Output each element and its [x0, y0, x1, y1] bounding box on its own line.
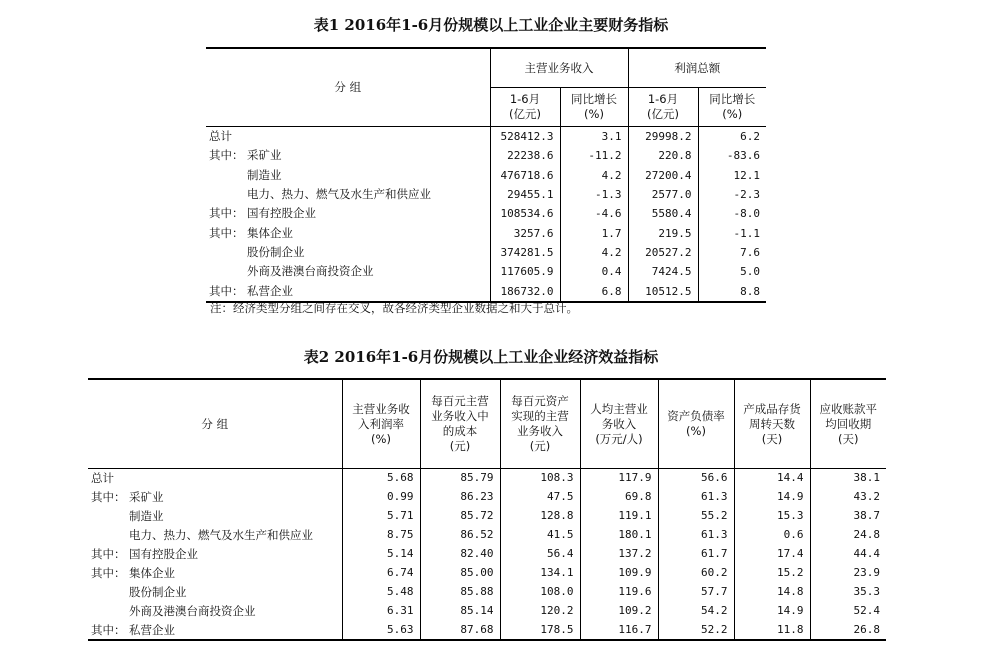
table2-cell: 86.23	[420, 488, 500, 507]
row-prefix: 总计	[91, 471, 114, 486]
table2-cell: 57.7	[658, 582, 734, 601]
table2-row-label	[88, 601, 342, 620]
table1-cell: 117605.9	[490, 262, 560, 281]
table2-cell: 14.9	[734, 488, 810, 507]
table2-row-label	[88, 620, 342, 640]
table2-title: 表2 2016年1-6月份规模以上工业企业经济效益指标	[303, 348, 659, 366]
row-prefix: 总计	[209, 129, 232, 144]
table2-column-header: 每百元主营 业务收入中 的成本 (元)	[420, 379, 500, 469]
table1-colgroup-revenue: 主营业务收入	[490, 48, 628, 88]
table2-cell: 87.68	[420, 620, 500, 640]
table1-cell: 5580.4	[628, 204, 698, 223]
row-name: 集体企业	[129, 565, 175, 580]
table2-row	[88, 601, 886, 620]
table1-subheader: 1-6月 (亿元)	[490, 88, 560, 127]
table1-cell: 5.0	[698, 262, 766, 281]
table1-row	[206, 262, 766, 281]
table1-cell: 4.2	[560, 243, 628, 262]
table2-cell: 82.40	[420, 545, 500, 564]
table2-cell: 14.9	[734, 601, 810, 620]
table2-cell: 15.3	[734, 507, 810, 526]
table2-cell: 23.9	[810, 563, 886, 582]
table2-cell: 11.8	[734, 620, 810, 640]
table1-group-header: 分 组	[206, 48, 490, 127]
table2-cell: 47.5	[500, 488, 580, 507]
table1-cell: 4.2	[560, 166, 628, 185]
row-name: 电力、热力、燃气及水生产和供应业	[129, 528, 313, 543]
row-name: 国有控股企业	[129, 547, 198, 561]
table2-cell: 17.4	[734, 545, 810, 564]
table2-cell: 61.3	[658, 488, 734, 507]
table1-cell: 0.4	[560, 262, 628, 281]
table2-cell: 85.88	[420, 582, 500, 601]
table2-row-label	[88, 507, 342, 526]
table2-row	[88, 507, 886, 526]
table1-cell: 6.2	[698, 127, 766, 147]
row-prefix: 其中：	[209, 206, 244, 221]
table1-row	[206, 127, 766, 147]
row-name: 集体企业	[247, 225, 293, 240]
table2-cell: 6.74	[342, 563, 420, 582]
table2-row-label	[88, 545, 342, 564]
table1-row	[206, 166, 766, 185]
table2-column-header: 人均主营业 务收入 (万元/人)	[580, 379, 658, 469]
table2-column-header: 资产负债率 (%)	[658, 379, 734, 469]
table1-cell: 20527.2	[628, 243, 698, 262]
table2-cell: 44.4	[810, 545, 886, 564]
row-prefix: 其中：	[209, 283, 244, 298]
table2-cell: 5.48	[342, 582, 420, 601]
table2-cell: 120.2	[500, 601, 580, 620]
table2-cell: 0.99	[342, 488, 420, 507]
table2-cell: 61.3	[658, 526, 734, 545]
table2-row	[88, 582, 886, 601]
table2-cell: 52.4	[810, 601, 886, 620]
table1-row-label	[206, 146, 490, 165]
table1-note: 注：经济类型分组之间存在交叉，故各经济类型企业数据之和大于总计。	[210, 301, 578, 315]
table1-cell: 3.1	[560, 127, 628, 147]
table2-cell: 85.00	[420, 563, 500, 582]
row-name: 私营企业	[247, 283, 293, 298]
table2-cell: 5.14	[342, 545, 420, 564]
table2-cell: 8.75	[342, 526, 420, 545]
table1-cell: 7424.5	[628, 262, 698, 281]
table2-cell: 52.2	[658, 620, 734, 640]
table1-row-label	[206, 185, 490, 204]
table1-row	[206, 204, 766, 223]
table1-cell: -83.6	[698, 146, 766, 165]
table2-cell: 15.2	[734, 563, 810, 582]
table2-cell: 56.6	[658, 469, 734, 488]
table2-cell: 6.31	[342, 601, 420, 620]
table2-row	[88, 526, 886, 545]
table1-cell: -4.6	[560, 204, 628, 223]
table2-cell: 61.7	[658, 545, 734, 564]
table1-row-label	[206, 223, 490, 242]
table2-column-header: 每百元资产 实现的主营 业务收入 (元)	[500, 379, 580, 469]
table2-cell: 119.6	[580, 582, 658, 601]
table2-column-header: 应收账款平 均回收期 (天)	[810, 379, 886, 469]
table1-row-label	[206, 243, 490, 262]
table1-row-label	[206, 262, 490, 281]
table1-cell: 374281.5	[490, 243, 560, 262]
table2-cell: 116.7	[580, 620, 658, 640]
table2-cell: 108.0	[500, 582, 580, 601]
table1-cell: 186732.0	[490, 281, 560, 301]
table2-cell: 108.3	[500, 469, 580, 488]
table2-cell: 69.8	[580, 488, 658, 507]
table1-cell: 22238.6	[490, 146, 560, 165]
table1-row-label	[206, 281, 490, 301]
row-prefix: 其中：	[91, 565, 126, 580]
table1-cell: 27200.4	[628, 166, 698, 185]
table1-cell: 220.8	[628, 146, 698, 165]
table2-cell: 41.5	[500, 526, 580, 545]
table2-cell: 14.4	[734, 469, 810, 488]
table2-cell: 117.9	[580, 469, 658, 488]
table1-cell: 219.5	[628, 223, 698, 242]
table1-row	[206, 243, 766, 262]
row-name: 外商及港澳台商投资企业	[247, 264, 374, 279]
table1-cell: 7.6	[698, 243, 766, 262]
table2-row	[88, 488, 886, 507]
row-name: 国有控股企业	[247, 206, 316, 221]
table1-row-label	[206, 166, 490, 185]
table2-row-label	[88, 488, 342, 507]
table1-cell: 8.8	[698, 281, 766, 301]
row-name: 股份制企业	[247, 244, 305, 259]
table1-subheader: 同比增长 (%)	[698, 88, 766, 127]
table2-cell: 86.52	[420, 526, 500, 545]
row-name: 私营企业	[129, 622, 175, 637]
table2-cell: 38.1	[810, 469, 886, 488]
table2-cell: 119.1	[580, 507, 658, 526]
table1-title: 表1 2016年1-6月份规模以上工业企业主要财务指标	[313, 16, 669, 34]
row-prefix: 其中：	[91, 490, 126, 505]
table1-cell: 29455.1	[490, 185, 560, 204]
table1-cell: 12.1	[698, 166, 766, 185]
table1-row-label	[206, 204, 490, 223]
table1-cell: 476718.6	[490, 166, 560, 185]
row-name: 电力、热力、燃气及水生产和供应业	[247, 187, 431, 202]
table2-cell: 128.8	[500, 507, 580, 526]
table1-cell: 29998.2	[628, 127, 698, 147]
table2-row-label	[88, 563, 342, 582]
table2-cell: 55.2	[658, 507, 734, 526]
table2-cell: 137.2	[580, 545, 658, 564]
table1-cell: -1.1	[698, 223, 766, 242]
table2	[88, 378, 886, 641]
table2-cell: 60.2	[658, 563, 734, 582]
table1-cell: -1.3	[560, 185, 628, 204]
table1-cell: -11.2	[560, 146, 628, 165]
table2-row-label	[88, 582, 342, 601]
table2-cell: 134.1	[500, 563, 580, 582]
row-name: 采矿业	[247, 148, 282, 163]
table2-cell: 5.63	[342, 620, 420, 640]
table1-colgroup-profit: 利润总额	[628, 48, 766, 88]
table1-row	[206, 185, 766, 204]
table1-subheader: 1-6月 (亿元)	[628, 88, 698, 127]
row-prefix: 其中：	[91, 547, 126, 561]
table2-cell: 26.8	[810, 620, 886, 640]
table2-row	[88, 469, 886, 488]
table1-cell: -8.0	[698, 204, 766, 223]
table2-row	[88, 563, 886, 582]
row-name: 采矿业	[129, 490, 164, 505]
table2-group-header: 分 组	[88, 379, 342, 469]
table2-cell: 5.71	[342, 507, 420, 526]
table1-cell: -2.3	[698, 185, 766, 204]
table2-cell: 43.2	[810, 488, 886, 507]
table2-cell: 85.72	[420, 507, 500, 526]
table1	[206, 47, 766, 303]
table1-cell: 3257.6	[490, 223, 560, 242]
table1-cell: 108534.6	[490, 204, 560, 223]
row-name: 制造业	[247, 167, 282, 182]
table2-column-header: 产成品存货 周转天数 (天)	[734, 379, 810, 469]
row-prefix: 其中：	[91, 622, 126, 637]
table1-cell: 10512.5	[628, 281, 698, 301]
table2-cell: 109.9	[580, 563, 658, 582]
table2-column-header: 主营业务收 入利润率 (%)	[342, 379, 420, 469]
row-name: 股份制企业	[129, 584, 187, 599]
table1-cell: 2577.0	[628, 185, 698, 204]
table2-cell: 180.1	[580, 526, 658, 545]
table1-cell: 528412.3	[490, 127, 560, 147]
table2-cell: 14.8	[734, 582, 810, 601]
table1-row	[206, 223, 766, 242]
table2-cell: 109.2	[580, 601, 658, 620]
table2-cell: 85.14	[420, 601, 500, 620]
table1-cell: 1.7	[560, 223, 628, 242]
row-prefix: 其中：	[209, 225, 244, 240]
table2-cell: 5.68	[342, 469, 420, 488]
table2-cell: 85.79	[420, 469, 500, 488]
table2-cell: 38.7	[810, 507, 886, 526]
table2-cell: 35.3	[810, 582, 886, 601]
row-name: 制造业	[129, 509, 164, 524]
table1-row	[206, 281, 766, 301]
table1-subheader: 同比增长 (%)	[560, 88, 628, 127]
table1-row-label	[206, 127, 490, 147]
table2-cell: 56.4	[500, 545, 580, 564]
table2-row	[88, 620, 886, 640]
table2-row	[88, 545, 886, 564]
table2-row-label	[88, 469, 342, 488]
table1-row	[206, 146, 766, 165]
table2-cell: 178.5	[500, 620, 580, 640]
table2-cell: 0.6	[734, 526, 810, 545]
row-name: 外商及港澳台商投资企业	[129, 603, 256, 618]
row-prefix: 其中：	[209, 148, 244, 163]
table1-cell: 6.8	[560, 281, 628, 301]
table2-cell: 24.8	[810, 526, 886, 545]
table2-cell: 54.2	[658, 601, 734, 620]
table2-row-label	[88, 526, 342, 545]
